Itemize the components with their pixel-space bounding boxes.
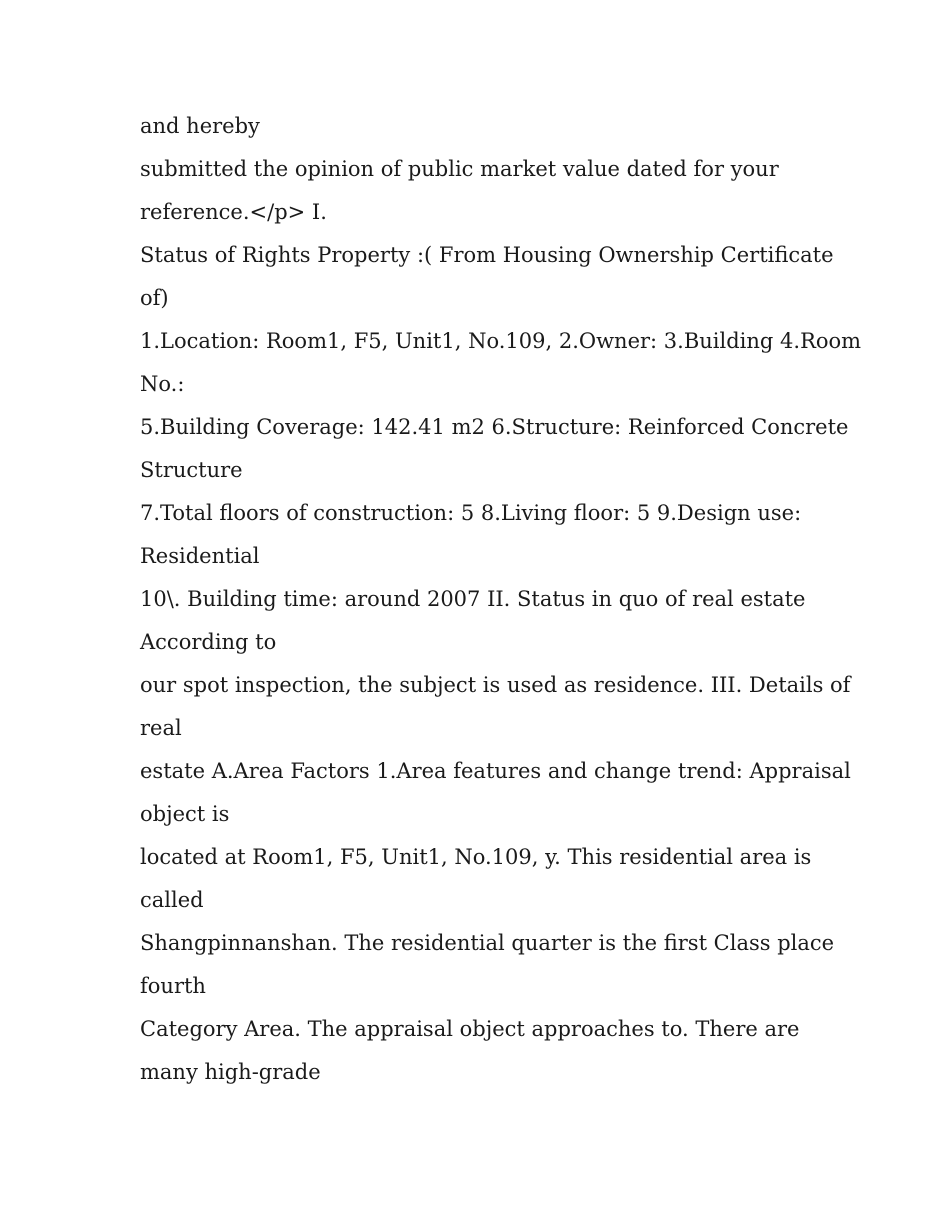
document-body bbox=[140, 105, 862, 1094]
text-line: 7.Total floors of construction: 5 8.Living floor: 5 9.Design use: bbox=[140, 501, 802, 525]
text-line: called bbox=[140, 888, 204, 912]
text-line: 5.Building Coverage: 142.41 m2 6.Structure: Reinforced Concrete bbox=[140, 415, 849, 439]
text-line: fourth bbox=[140, 974, 206, 998]
text-line: object is bbox=[140, 802, 230, 826]
text-line: many high-grade bbox=[140, 1060, 321, 1084]
text-line: located at Room1, F5, Unit1, No.109, y. This residential area is bbox=[140, 845, 812, 869]
text-line: Structure bbox=[140, 458, 243, 482]
text-line: Status of Rights Property :( From Housing Ownership Certificate bbox=[140, 243, 834, 267]
text-line: According to bbox=[140, 630, 277, 654]
text-line: 10\. Building time: around 2007 II. Status in quo of real estate bbox=[140, 587, 806, 611]
text-line: No.: bbox=[140, 372, 185, 396]
text-line: submitted the opinion of public market value dated for your bbox=[140, 157, 779, 181]
text-line: and hereby bbox=[140, 114, 260, 138]
text-line: Category Area. The appraisal object approaches to. There are bbox=[140, 1017, 800, 1041]
text-line: Residential bbox=[140, 544, 260, 568]
text-line: Shangpinnanshan. The residential quarter is the first Class place bbox=[140, 931, 835, 955]
text-line: reference.</p> I. bbox=[140, 200, 327, 224]
text-line: estate A.Area Factors 1.Area features and change trend: Appraisal bbox=[140, 759, 851, 783]
text-line: real bbox=[140, 716, 182, 740]
text-line: of) bbox=[140, 286, 169, 310]
text-line: 1.Location: Room1, F5, Unit1, No.109, 2.Owner: 3.Building 4.Room bbox=[140, 329, 862, 353]
text-line: our spot inspection, the subject is used as residence. III. Details of bbox=[140, 673, 851, 697]
